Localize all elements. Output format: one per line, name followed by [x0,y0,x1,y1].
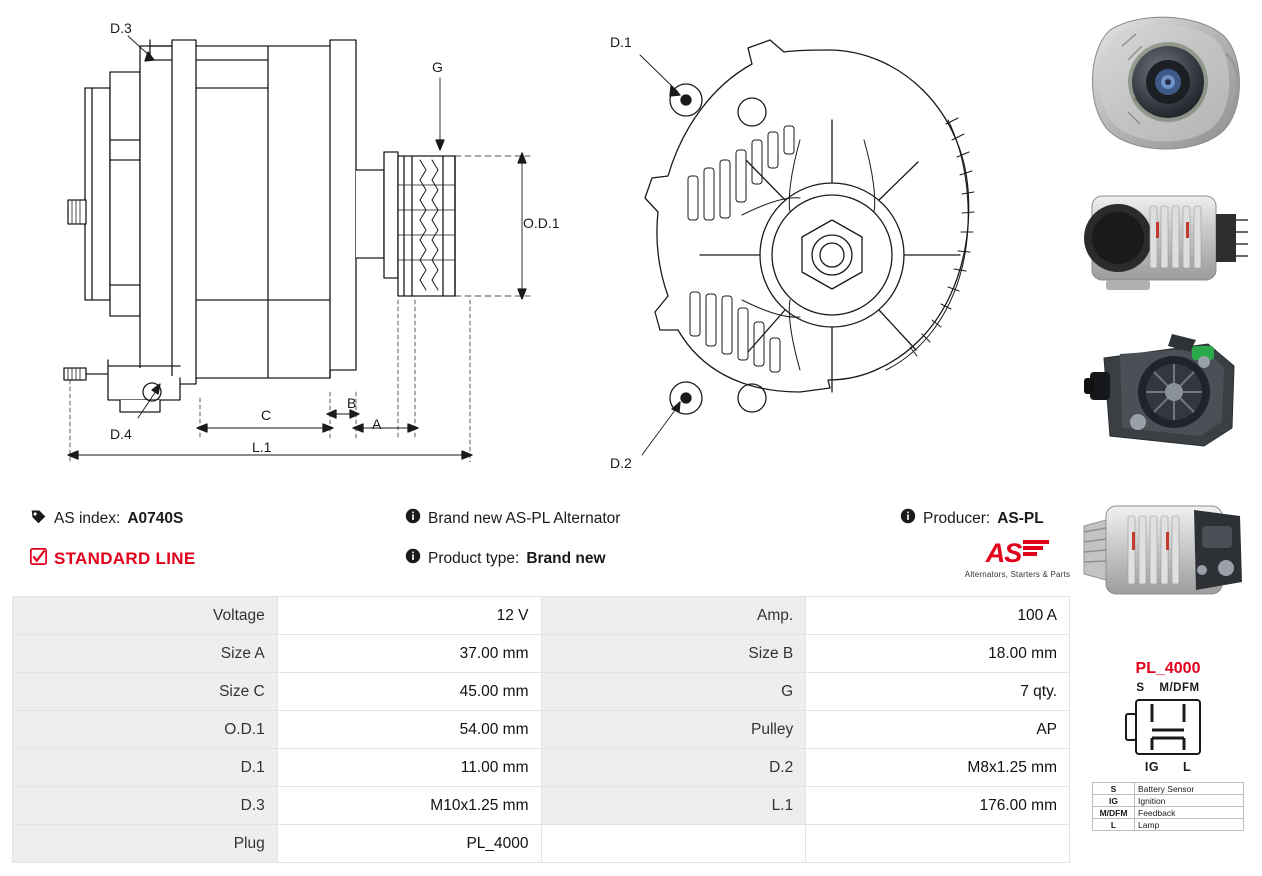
spec-value: 12 V [277,597,541,635]
spec-label: L.1 [541,787,806,825]
spec-label: Size A [13,635,278,673]
plug-bottom-labels [1082,760,1254,774]
check-square-icon [30,548,47,570]
table-row [13,787,1070,825]
label-d1: D.1 [610,34,632,50]
product-type [405,548,606,569]
alternator-photo-rear-connector[interactable] [1076,318,1256,468]
spec-label: O.D.1 [13,711,278,749]
spec-value: 176.00 mm [806,787,1070,825]
alternator-front-view [640,40,974,455]
label-c: C [261,407,272,423]
label-od1: O.D.1 [523,215,560,231]
spec-empty-cell [806,825,1070,863]
product-description [405,508,620,529]
as-pl-logo [960,540,1075,579]
spec-label: Amp. [541,597,806,635]
spec-label: D.3 [13,787,278,825]
product-photo-gallery [1076,6,1256,630]
plug-pin-l: L [1182,760,1192,774]
spec-value: 100 A [806,597,1070,635]
alternator-photo-side-right[interactable] [1076,474,1256,624]
info-icon [405,548,421,569]
label-g: G [432,59,443,75]
specifications-body [13,597,1070,863]
spec-label: D.2 [541,749,806,787]
label-l1: L.1 [252,439,272,455]
plug-legend-desc: Battery Sensor [1135,783,1244,795]
plug-legend-desc: Feedback [1135,807,1244,819]
as-index [30,508,183,530]
list-item [1093,783,1244,795]
plug-legend-key: S [1093,783,1135,795]
alternator-photo-front-pulley[interactable] [1076,6,1256,156]
spec-value: PL_4000 [277,825,541,863]
producer-label: Producer: [923,509,991,527]
plug-title: PL_4000 [1135,660,1201,677]
spec-value: M10x1.25 mm [277,787,541,825]
table-row [13,749,1070,787]
label-d4: D.4 [110,426,132,442]
product-description-text: Brand new AS-PL Alternator [428,509,621,527]
spec-label: Voltage [13,597,278,635]
plug-pin-s: S [1136,682,1145,694]
plug-connector-icon [1118,696,1218,758]
spec-label: G [541,673,806,711]
alternator-side-view [64,36,530,462]
product-type-label: Product type: [428,549,520,567]
plug-legend-desc: Ignition [1135,795,1244,807]
spec-value: 45.00 mm [277,673,541,711]
spec-value: 11.00 mm [277,749,541,787]
spec-value: 37.00 mm [277,635,541,673]
plug-legend-key: M/DFM [1093,807,1135,819]
spec-value: M8x1.25 mm [806,749,1070,787]
as-pl-logo-mark: AS [985,538,1022,568]
spec-label: Pulley [541,711,806,749]
label-d3: D.3 [110,20,132,36]
list-item [1093,795,1244,807]
info-icon [405,508,421,529]
producer-value: AS-PL [997,509,1044,527]
table-row [13,635,1070,673]
plug-top-labels [1082,682,1254,694]
label-a: A [372,416,382,432]
list-item [1093,819,1244,831]
alternator-photo-side-left[interactable] [1076,162,1256,312]
producer [900,508,1044,529]
specifications-table [12,596,1070,863]
product-type-value: Brand new [526,549,606,567]
as-index-label: AS index: [54,510,121,527]
table-row [13,673,1070,711]
table-row [13,711,1070,749]
spec-value: 7 qty. [806,673,1070,711]
plug-diagram [1082,660,1254,831]
spec-label: Plug [13,825,278,863]
info-icon [900,508,916,529]
plug-legend-table [1092,782,1244,831]
standard-line-badge [30,548,195,570]
as-pl-logo-subtitle: Alternators, Starters & Parts [964,570,1071,579]
label-b: B [347,395,357,411]
spec-value: AP [806,711,1070,749]
plug-legend-key: IG [1093,795,1135,807]
technical-drawings [0,0,1075,485]
spec-label: Size B [541,635,806,673]
tag-icon [30,508,47,530]
spec-label: Size C [13,673,278,711]
as-index-value: A0740S [127,510,184,527]
spec-value: 18.00 mm [806,635,1070,673]
plug-legend-desc: Lamp [1135,819,1244,831]
label-d2: D.2 [610,455,632,471]
spec-empty-cell [541,825,806,863]
plug-legend-key: L [1093,819,1135,831]
spec-label: D.1 [13,749,278,787]
table-row [13,825,1070,863]
table-row [13,597,1070,635]
spec-value: 54.00 mm [277,711,541,749]
plug-pin-mdfm: M/DFM [1159,682,1200,694]
list-item [1093,807,1244,819]
standard-line-text: STANDARD LINE [54,549,196,568]
as-pl-logo-bars [1023,540,1049,558]
plug-pin-ig: IG [1144,760,1160,774]
